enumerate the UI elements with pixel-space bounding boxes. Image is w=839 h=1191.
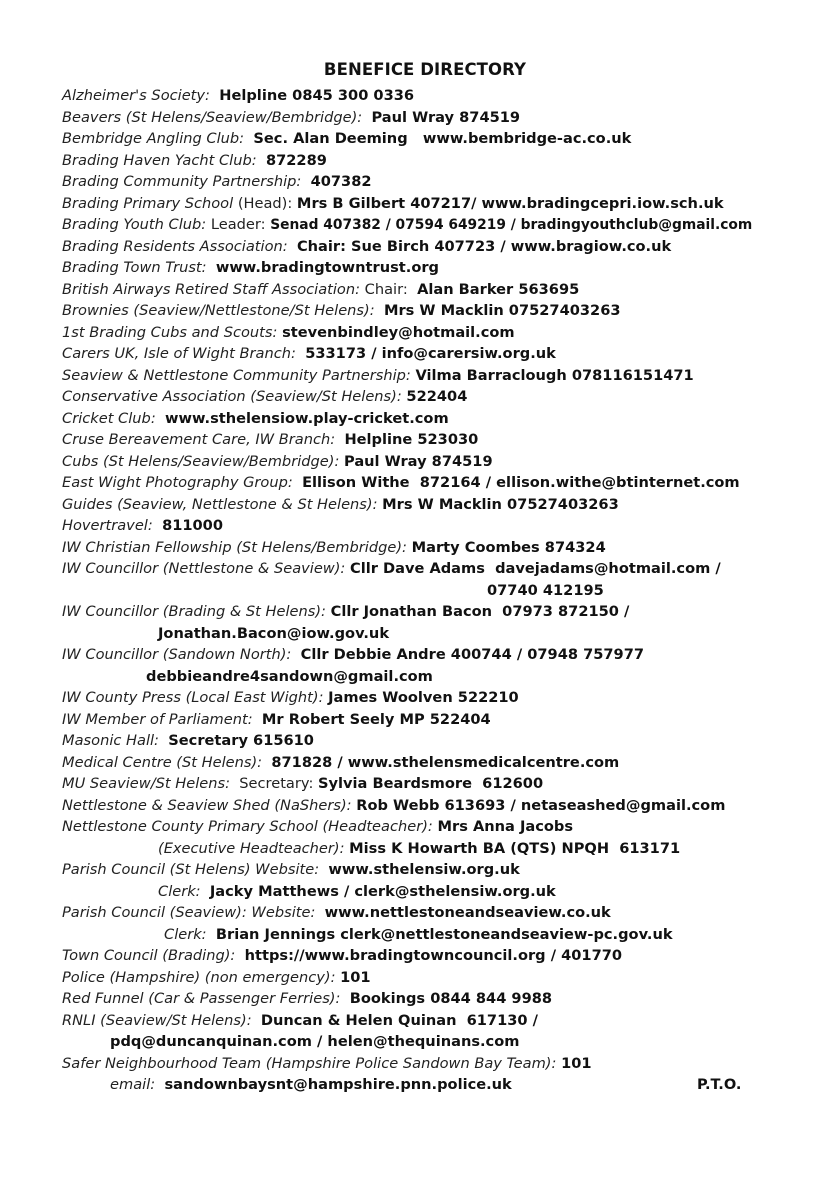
entry-value: Brian Jennings clerk@nettlestoneandseaview-pc.gov.uk: [215, 925, 673, 943]
directory-entry: [62, 86, 414, 106]
entry-label: Town Council (Brading):: [62, 947, 236, 964]
entry-value: Mrs Anna Jacobs: [437, 818, 574, 835]
entry-value: 872289: [265, 151, 327, 169]
directory-entry: [62, 366, 694, 386]
directory-entry: [62, 151, 327, 171]
directory-entry: [62, 108, 520, 128]
directory-entry: [62, 237, 671, 257]
entry-value: Marty Coombes 874324: [411, 538, 606, 556]
entry-value: Mr Robert Seely MP 522404: [261, 710, 491, 728]
entry-label: IW Member of Parliament:: [62, 710, 253, 728]
entry-label: Police (Hampshire) (non emergency):: [62, 968, 336, 986]
directory-entry: [62, 344, 556, 364]
entry-label: IW County Press (Local East Wight):: [62, 689, 324, 706]
directory-entry: [62, 817, 573, 837]
directory-entry: [62, 968, 371, 988]
entry-value: James Woolven 522210: [328, 689, 519, 706]
entry-label: Clerk:: [164, 925, 207, 943]
directory-entry: [62, 473, 740, 493]
entry-value: Paul Wray 874519: [344, 452, 493, 470]
directory-entry-continued: [110, 1075, 512, 1095]
directory-entry: [62, 559, 721, 579]
directory-entry: [62, 172, 372, 192]
entry-label: RNLI (Seaview/St Helens):: [62, 1011, 252, 1029]
directory-entry: [62, 753, 619, 773]
directory-entry-continued: [158, 839, 680, 859]
entry-sublabel: Leader:: [210, 216, 266, 233]
entry-sublabel: (Head):: [237, 194, 293, 212]
entry-value: Sec. Alan Deeming www.bembridge-ac.co.uk: [253, 130, 632, 147]
entry-value: Alan Barker 563695: [417, 280, 580, 298]
entry-label: MU Seaview/St Helens:: [62, 775, 230, 792]
entry-label: British Airways Retired Staff Association:: [62, 280, 361, 298]
directory-entry: [62, 452, 493, 472]
entry-label: Safer Neighbourhood Team (Hampshire Police Sandown Bay Team):: [62, 1054, 557, 1072]
entry-label: Brading Haven Yacht Club:: [62, 151, 257, 169]
entry-label: East Wight Photography Group:: [62, 474, 293, 491]
directory-entry: [62, 1011, 538, 1031]
entry-value: https://www.bradingtowncouncil.org / 401770: [244, 947, 623, 964]
entry-label: Parish Council (Seaview): Website:: [62, 904, 316, 921]
entry-value: Ellison Withe 872164 / ellison.withe@btinternet.com: [302, 474, 740, 491]
entry-label: Nettlestone & Seaview Shed (NaShers):: [62, 796, 352, 814]
entry-value: Sylvia Beardsmore 612600: [318, 775, 544, 792]
entry-sublabel: Chair:: [364, 280, 408, 298]
entry-value: Jacky Matthews / clerk@sthelensiw.org.uk: [209, 882, 556, 900]
directory-entry: [62, 258, 439, 278]
entry-label: Beavers (St Helens/Seaview/Bembridge):: [62, 108, 363, 126]
entry-value: 811000: [162, 517, 223, 534]
entry-label: (Executive Headteacher):: [158, 839, 345, 857]
entry-value: 871828 / www.sthelensmedicalcentre.com: [271, 753, 620, 771]
entry-value: Cllr Jonathan Bacon 07973 872150 /: [330, 603, 630, 620]
entry-label: Brading Residents Association:: [62, 237, 288, 255]
entry-value: Miss K Howarth BA (QTS) NPQH 613171: [349, 839, 681, 857]
entry-label: Red Funnel (Car & Passenger Ferries):: [62, 990, 341, 1007]
entry-sublabel: Secretary:: [239, 775, 314, 792]
entry-label: Brading Town Trust:: [62, 259, 207, 276]
entry-label: Cubs (St Helens/Seaview/Bembridge):: [62, 452, 340, 470]
directory-entry-continued: [110, 1032, 519, 1052]
directory-entry: [62, 387, 467, 407]
entry-value: Secretary 615610: [168, 732, 314, 749]
directory-entry-continued: [164, 925, 673, 945]
pto-note: [697, 1075, 741, 1095]
directory-entry-continued: [146, 667, 433, 687]
entry-value: www.nettlestoneandseaview.co.uk: [324, 904, 611, 921]
entry-value: Chair: Sue Birch 407723 / www.bragiow.co.uk: [296, 237, 672, 255]
entry-value: debbieandre4sandown@gmail.com: [146, 667, 433, 685]
entry-label: Clerk:: [158, 882, 201, 900]
entry-value: Mrs B Gilbert 407217/ www.bradingcepri.iow.sch.uk: [296, 194, 724, 212]
entry-value: Cllr Debbie Andre 400744 / 07948 757977: [300, 646, 645, 663]
entry-value: Helpline 0845 300 0336: [219, 87, 415, 104]
entry-value: Vilma Barraclough 078116151471: [415, 366, 694, 384]
directory-entry: [62, 903, 611, 923]
directory-entry: [62, 194, 724, 214]
entry-label: IW Christian Fellowship (St Helens/Bembridge):: [62, 538, 407, 556]
directory-entry: [62, 430, 478, 450]
directory-entry: [62, 710, 491, 730]
entry-label: Cruse Bereavement Care, IW Branch:: [62, 431, 336, 448]
directory-entry: [62, 495, 619, 515]
entry-value: 101: [561, 1054, 592, 1072]
entry-value: www.bradingtowntrust.org: [215, 259, 439, 276]
entry-value: Jonathan.Bacon@iow.gov.uk: [158, 624, 390, 642]
entry-label: Medical Centre (St Helens):: [62, 753, 263, 771]
page-title: BENEFICE DIRECTORY: [323, 60, 527, 79]
entry-value: Senad 407382 / 07594 649219 / bradingyouthclub@gmail.com: [270, 217, 753, 233]
entry-label: Brading Community Partnership:: [62, 173, 302, 190]
entry-value: Paul Wray 874519: [371, 108, 521, 126]
entry-value: Rob Webb 613693 / netaseashed@gmail.com: [356, 796, 726, 814]
entry-value: pdq@duncanquinan.com / helen@thequinans.com: [110, 1033, 520, 1050]
entry-label: Nettlestone County Primary School (Headteacher):: [62, 818, 433, 835]
entry-label: Brading Youth Club:: [62, 216, 207, 233]
entry-value: stevenbindley@hotmail.com: [282, 323, 515, 341]
directory-entry: [62, 323, 515, 343]
entry-label: Carers UK, Isle of Wight Branch:: [62, 345, 296, 362]
entry-label: IW Councillor (Nettlestone & Seaview):: [62, 560, 346, 577]
entry-value: Cllr Dave Adams davejadams@hotmail.com /: [350, 560, 721, 577]
directory-entry: [62, 409, 449, 429]
directory-entry: [62, 989, 552, 1009]
entry-label: Hovertravel:: [62, 517, 153, 534]
directory-entry: [62, 645, 644, 665]
directory-entry: [62, 774, 543, 794]
directory-entry: [62, 280, 579, 300]
entry-label: IW Councillor (Brading & St Helens):: [62, 603, 326, 620]
directory-entry-continued: [158, 624, 389, 644]
entry-label: Seaview & Nettlestone Community Partnership:: [62, 366, 411, 384]
entry-label: Parish Council (St Helens) Website:: [62, 861, 320, 878]
entry-label: IW Councillor (Sandown North):: [62, 646, 292, 663]
entry-label: Guides (Seaview, Nettlestone & St Helens):: [62, 495, 378, 513]
entry-value: 533173 / info@carersiw.org.uk: [305, 345, 556, 362]
entry-value: 07740 412195: [487, 581, 604, 599]
entry-value: 101: [340, 968, 371, 986]
entry-label: 1st Brading Cubs and Scouts:: [62, 323, 278, 341]
entry-label: Bembridge Angling Club:: [62, 130, 245, 147]
entry-label: Brownies (Seaview/Nettlestone/St Helens):: [62, 302, 375, 319]
entry-value: Mrs W Macklin 07527403263: [382, 495, 619, 513]
directory-entry: [62, 688, 519, 708]
directory-entry: [62, 1054, 592, 1074]
entry-value: 407382: [310, 173, 372, 190]
entry-value: Mrs W Macklin 07527403263: [383, 302, 621, 319]
directory-entry: [62, 946, 622, 966]
directory-entry: [62, 538, 606, 558]
directory-entry-continued: [487, 581, 604, 601]
entry-value: www.sthelensiow.play-cricket.com: [165, 409, 449, 427]
entry-label: email:: [110, 1076, 156, 1093]
directory-entry: [62, 860, 520, 880]
directory-entry: [62, 129, 631, 149]
directory-entry: [62, 796, 725, 816]
pto-label: P.T.O.: [697, 1076, 742, 1093]
directory-entry: [62, 602, 629, 622]
directory-entry: [62, 215, 752, 235]
entry-label: Conservative Association (Seaview/St Helens):: [62, 388, 402, 405]
entry-value: sandownbaysnt@hampshire.pnn.police.uk: [164, 1076, 512, 1093]
entry-value: www.sthelensiw.org.uk: [328, 861, 520, 878]
directory-entry: [62, 516, 223, 536]
entry-value: Duncan & Helen Quinan 617130 /: [260, 1011, 538, 1029]
entry-label: Cricket Club:: [62, 409, 156, 427]
directory-entry-continued: [158, 882, 556, 902]
entry-label: Masonic Hall:: [62, 732, 159, 749]
entry-label: Alzheimer's Society:: [62, 87, 210, 104]
entry-value: 522404: [406, 388, 468, 405]
entry-label: Brading Primary School: [62, 194, 234, 212]
directory-entry: [62, 731, 314, 751]
entry-value: Helpline 523030: [344, 431, 479, 448]
entry-value: Bookings 0844 844 9988: [349, 990, 553, 1007]
directory-entry: [62, 301, 621, 321]
